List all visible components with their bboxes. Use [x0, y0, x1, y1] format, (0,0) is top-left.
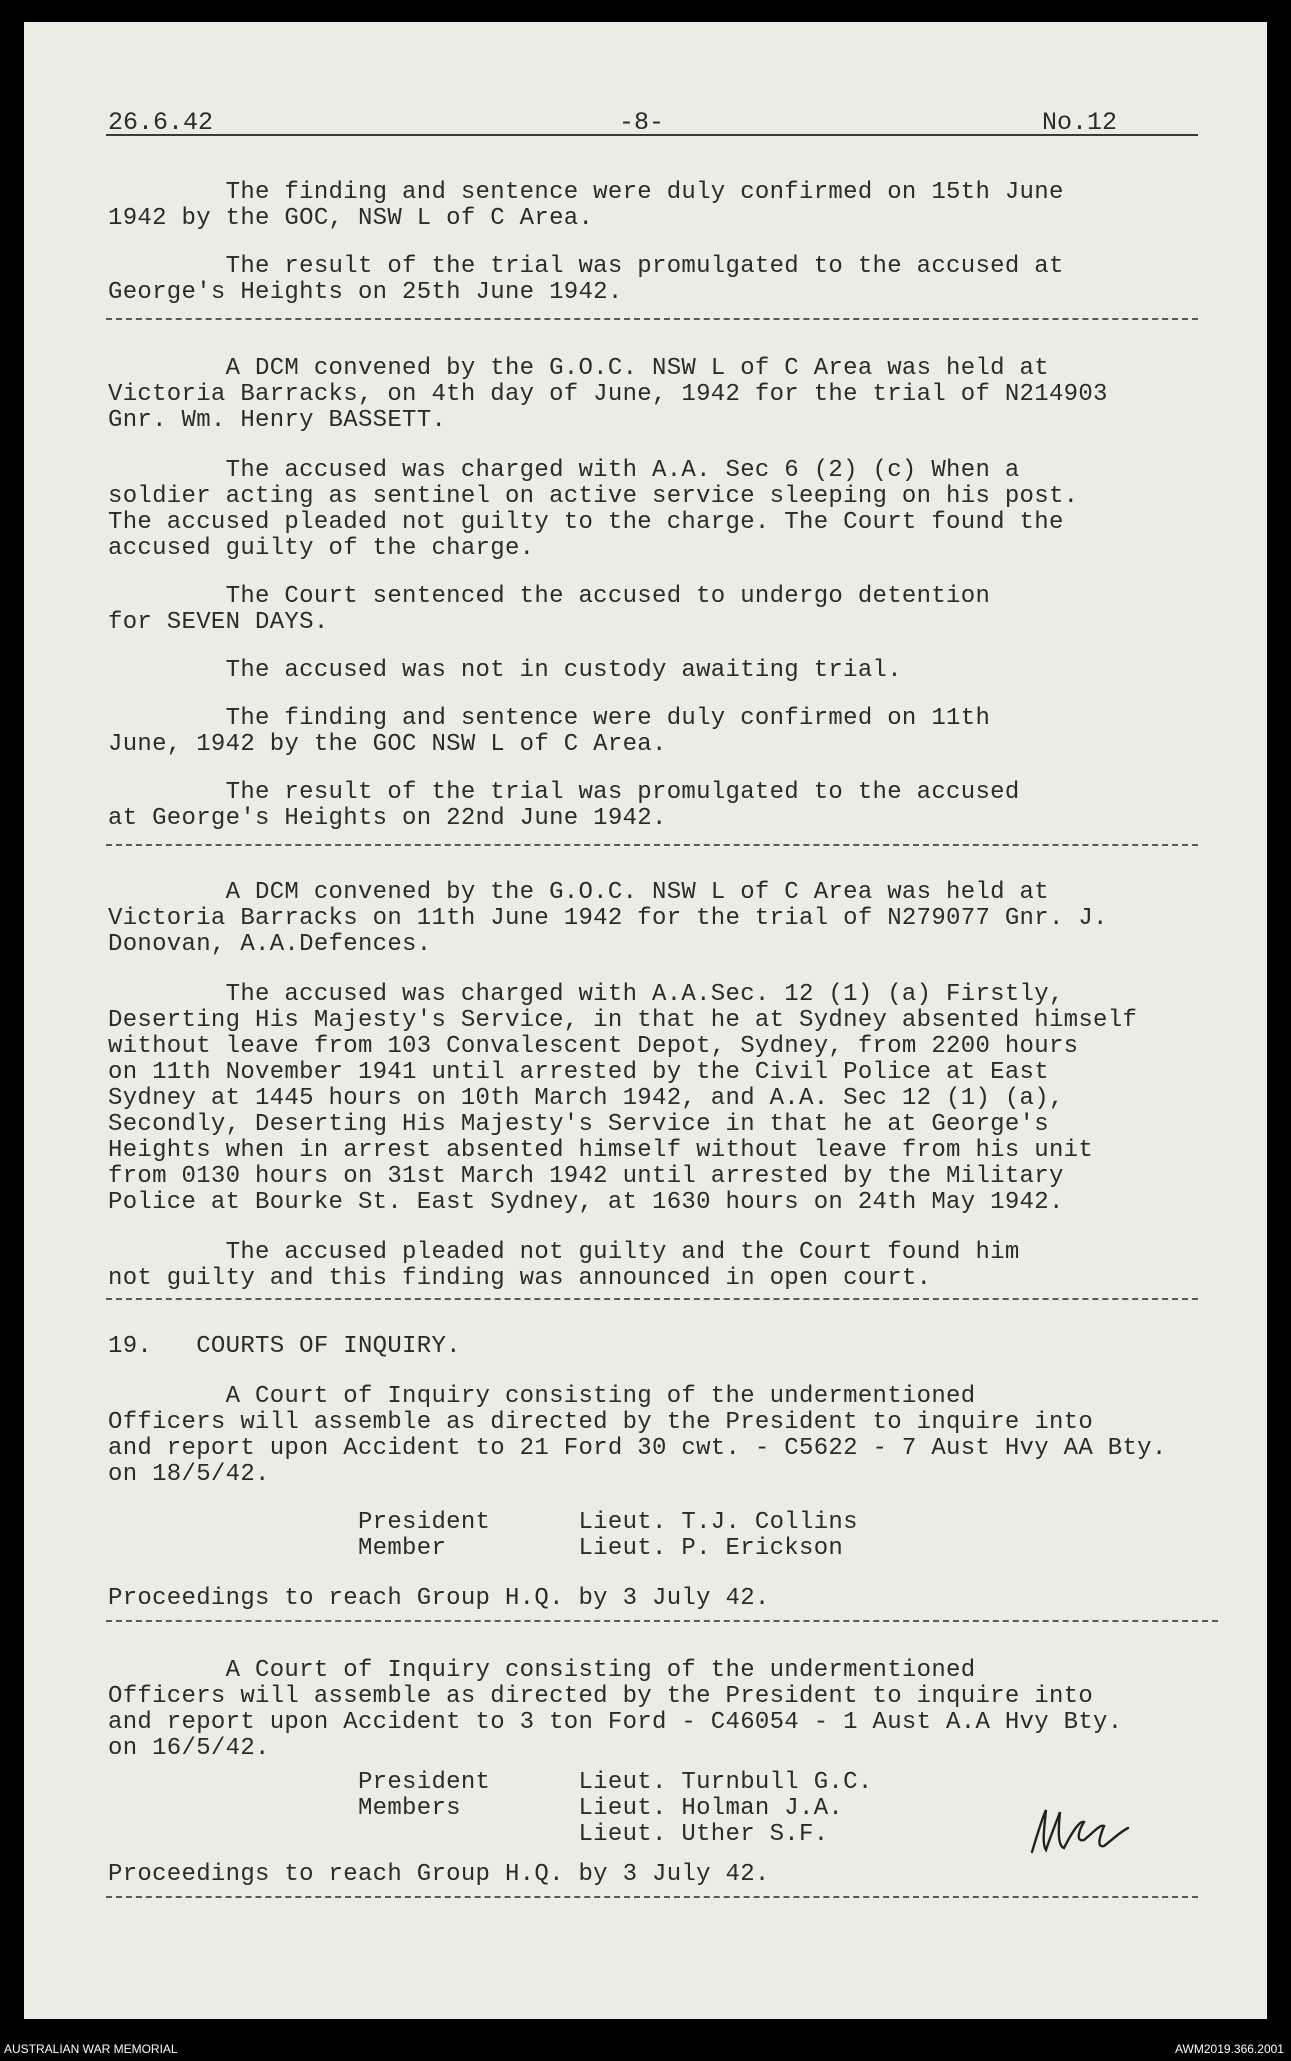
text-line: The accused was charged with A.A.Sec. 12 (1) (a) Firstly,	[108, 981, 1064, 1008]
text-line: June, 1942 by the GOC NSW L of C Area.	[108, 731, 667, 758]
text-line: Heights when in arrest absented himself without leave from his unit	[108, 1137, 1094, 1164]
text-line: soldier acting as sentinel on active service sleeping on his post.	[108, 483, 1079, 510]
text-line: on 16/5/42.	[108, 1735, 270, 1762]
text-line: Lieut. Uther S.F.	[108, 1821, 829, 1848]
text-line: for SEVEN DAYS.	[108, 609, 329, 636]
footer-archive-name: AUSTRALIAN WAR MEMORIAL	[4, 2042, 178, 2056]
text-line: 1942 by the GOC, NSW L of C Area.	[108, 205, 594, 232]
text-line: Victoria Barracks, on 4th day of June, 1942 for the trial of N214903	[108, 381, 1108, 408]
section-heading: 19. COURTS OF INQUIRY.	[108, 1333, 461, 1360]
text-line: Proceedings to reach Group H.Q. by 3 July 42.	[108, 1585, 770, 1612]
text-line: from 0130 hours on 31st March 1942 until arrested by the Military	[108, 1163, 1064, 1190]
section-divider	[106, 844, 1198, 846]
text-line: A Court of Inquiry consisting of the undermentioned	[108, 1383, 976, 1410]
handwritten-signature	[1024, 1802, 1134, 1862]
text-line: Gnr. Wm. Henry BASSETT.	[108, 407, 447, 434]
text-line: A DCM convened by the G.O.C. NSW L of C Area was held at	[108, 355, 1049, 382]
text-line: A DCM convened by the G.O.C. NSW L of C Area was held at	[108, 879, 1049, 906]
text-line: Police at Bourke St. East Sydney, at 1630 hours on 24th May 1942.	[108, 1189, 1064, 1216]
document-page	[24, 22, 1267, 2019]
section-divider	[106, 1298, 1198, 1300]
text-line: Officers will assemble as directed by the President to inquire into	[108, 1409, 1094, 1436]
footer-record-id: AWM2019.366.2001	[1175, 2042, 1284, 2056]
header-page-number: -8-	[619, 108, 665, 137]
text-line: A Court of Inquiry consisting of the undermentioned	[108, 1657, 976, 1684]
header-date: 26.6.42	[108, 108, 214, 137]
text-line: accused guilty of the charge.	[108, 535, 535, 562]
text-line: The accused pleaded not guilty to the charge. The Court found the	[108, 509, 1064, 536]
text-line: The accused was charged with A.A. Sec 6 (2) (c) When a	[108, 457, 1020, 484]
text-line: not guilty and this finding was announced in open court.	[108, 1265, 932, 1292]
text-line: George's Heights on 25th June 1942.	[108, 279, 623, 306]
text-line: Secondly, Deserting His Majesty's Service in that he at George's	[108, 1111, 1049, 1138]
section-divider	[106, 1620, 1218, 1622]
text-line: Sydney at 1445 hours on 10th March 1942, and A.A. Sec 12 (1) (a),	[108, 1085, 1064, 1112]
text-line: The accused pleaded not guilty and the Court found him	[108, 1239, 1020, 1266]
text-line: The Court sentenced the accused to undergo detention	[108, 583, 991, 610]
text-line: Victoria Barracks on 11th June 1942 for the trial of N279077 Gnr. J.	[108, 905, 1108, 932]
text-line: and report upon Accident to 3 ton Ford - C46054 - 1 Aust A.A Hvy Bty.	[108, 1709, 1123, 1736]
text-line: Deserting His Majesty's Service, in that he at Sydney absented himself	[108, 1007, 1138, 1034]
text-line: and report upon Accident to 21 Ford 30 cwt. - C5622 - 7 Aust Hvy AA Bty.	[108, 1435, 1167, 1462]
text-line: at George's Heights on 22nd June 1942.	[108, 805, 667, 832]
text-line: Officers will assemble as directed by the President to inquire into	[108, 1683, 1094, 1710]
text-line: without leave from 103 Convalescent Depot, Sydney, from 2200 hours	[108, 1033, 1079, 1060]
text-line: Donovan, A.A.Defences.	[108, 931, 432, 958]
text-line: The finding and sentence were duly confirmed on 11th	[108, 705, 991, 732]
text-line: President Lieut. T.J. Collins	[108, 1509, 858, 1536]
text-line: The result of the trial was promulgated to the accused at	[108, 253, 1064, 280]
text-line: President Lieut. Turnbull G.C.	[108, 1769, 873, 1796]
header-rule	[106, 134, 1198, 136]
section-divider	[106, 1896, 1198, 1898]
text-line: Members Lieut. Holman J.A.	[108, 1795, 844, 1822]
text-line: on 18/5/42.	[108, 1461, 270, 1488]
section-divider	[106, 318, 1198, 320]
text-line: Proceedings to reach Group H.Q. by 3 July 42.	[108, 1861, 770, 1888]
header-issue-number: No.12	[1042, 108, 1118, 137]
text-line: on 11th November 1941 until arrested by the Civil Police at East	[108, 1059, 1049, 1086]
text-line: The finding and sentence were duly confirmed on 15th June	[108, 179, 1064, 206]
text-line: The result of the trial was promulgated to the accused	[108, 779, 1020, 806]
text-line: The accused was not in custody awaiting trial.	[108, 657, 902, 684]
text-line: Member Lieut. P. Erickson	[108, 1535, 844, 1562]
